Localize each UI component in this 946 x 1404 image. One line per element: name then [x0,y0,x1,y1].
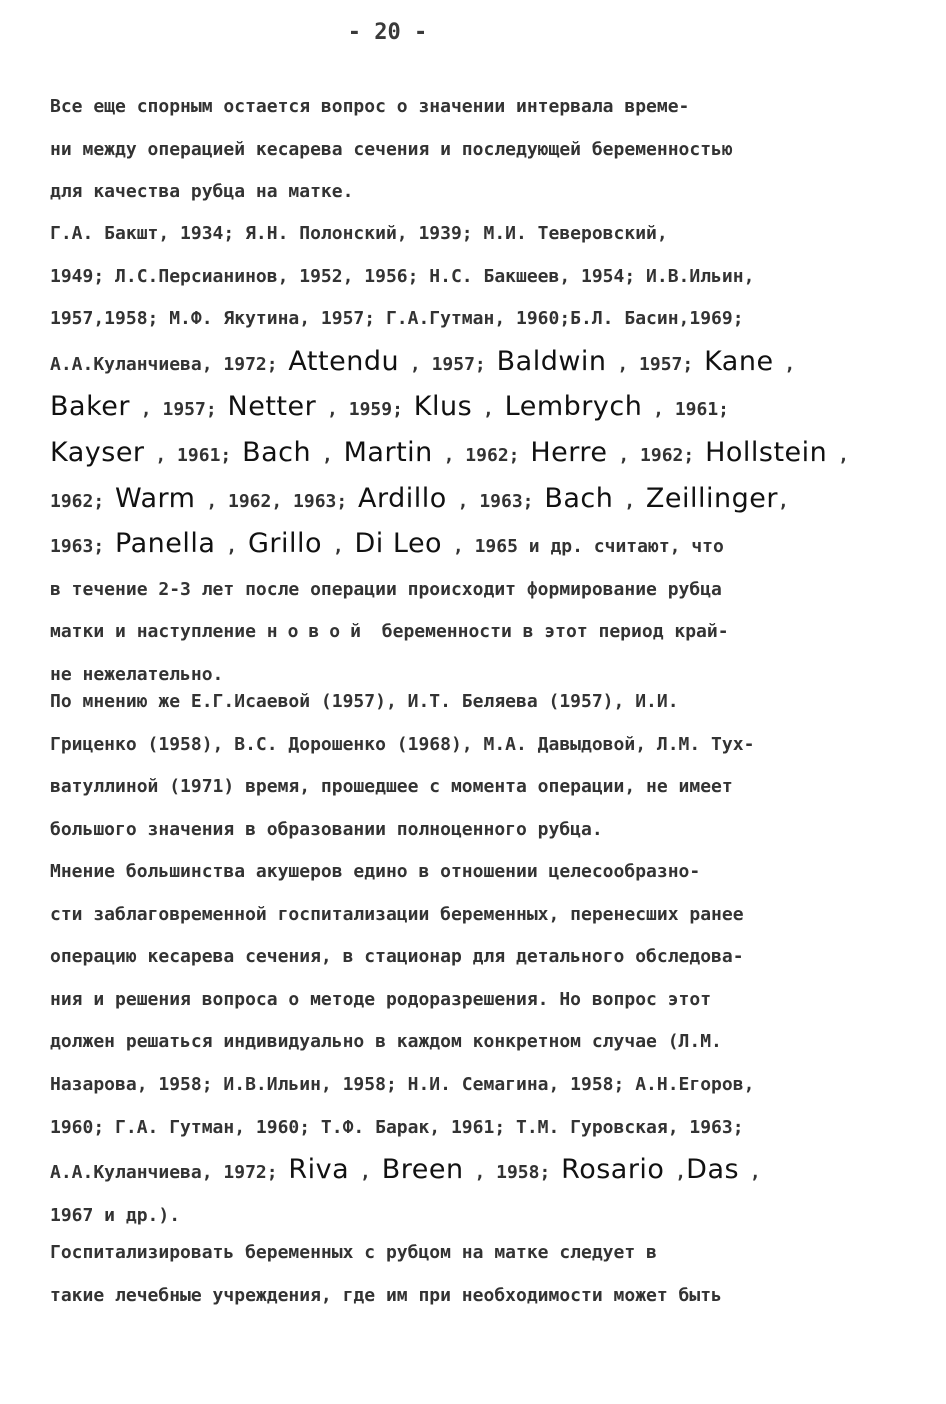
paragraph-3 [50,681,880,851]
spaced-emphasis-word: новой [266,621,371,643]
text-line: 1949; Л.С.Персианинов, 1952, 1956; Н.С. Бакшеев, 1954; И.В.Ильин, [50,265,755,287]
handwritten-author-name: Hollstein [705,436,828,468]
paragraph-5 [50,1232,880,1317]
paragraph-1 [50,86,880,214]
handwritten-author-name: Das [686,1154,740,1186]
handwritten-author-name: Kane [704,345,774,377]
text-line: ния и решения вопроса о методе родоразрешения. Но вопрос этот [50,988,712,1010]
text-line: в течение 2-3 лет после операции происходит формирование рубца [50,578,722,600]
text-line: 1962; Warm , 1962, 1963; Ardillo , 1963; Bach , Zeillinger, [50,482,789,514]
text-line: матки и наступление новой беременности в этот период край- [50,621,729,643]
handwritten-author-name: Panella [115,528,216,560]
page-number: - 20 - [347,20,428,45]
text-line: сти заблаговременной госпитализации беременных, перенесших ранее [50,903,744,925]
text-line: для качества рубца на матке. [50,181,354,203]
handwritten-author-name: Ardillo [358,482,447,514]
text-line: такие лечебные учреждения, где им при необходимости может быть [50,1284,722,1306]
text-line: Г.А. Бакшт, 1934; Я.Н. Полонский, 1939; М.И. Теверовский, [50,223,668,244]
text-line: Все еще спорным остается вопрос о значении интервала време- [50,96,690,117]
text-line: 1963; Panella , Grillo , Di Leo , 1965 и др. считают, что [50,528,724,560]
handwritten-author-name: Zeillinger [645,482,778,514]
paragraph-4 [50,851,880,1237]
text-line: 1957,1958; М.Ф. Якутина, 1957; Г.А.Гутман, 1960;Б.Л. Басин,1969; [50,308,744,330]
handwritten-author-name: Bach [242,436,312,468]
handwritten-author-name: Herre [530,436,608,468]
text-line: 1967 и др.). [50,1204,181,1226]
text-line: Kayser , 1961; Bach , Martin , 1962; Herre , 1962; Hollstein , [50,436,849,468]
handwritten-author-name: Riva [288,1154,350,1186]
text-line: Гриценко (1958), В.С. Дорошенко (1968), М.А. Давыдовой, Л.М. Тух- [50,733,755,755]
text-line: не нежелательно. [50,663,224,685]
handwritten-author-name: Breen [381,1154,464,1186]
handwritten-author-name: Klus [413,391,473,423]
handwritten-author-name: Grillo [247,528,322,560]
paragraph-2 [50,213,880,697]
handwritten-author-name: Di Leo [354,528,443,560]
text-line: Baker , 1957; Netter , 1959; Klus , Lembrych , 1961; [50,391,730,423]
handwritten-author-name: Baldwin [496,345,607,377]
handwritten-author-name: Bach [544,482,614,514]
handwritten-author-name: Attendu [288,345,400,377]
text-line: операцию кесарева сечения, в стационар для детального обследова- [50,946,744,968]
text-line: Госпитализировать беременных с рубцом на матке следует в [50,1242,657,1263]
handwritten-author-name: Kayser [50,436,145,468]
handwritten-author-name: Netter [227,391,317,423]
text-line: 1960; Г.А. Гутман, 1960; Т.Ф. Барак, 1961; Т.М. Гуровская, 1963; [50,1116,744,1138]
text-line: Назарова, 1958; И.В.Ильин, 1958; Н.И. Семагина, 1958; А.Н.Егоров, [50,1073,755,1095]
text-line: должен решаться индивидуально в каждом конкретном случае (Л.М. [50,1031,722,1053]
handwritten-author-name: Lembrych [504,391,643,423]
text-line: Мнение большинства акушеров едино в отношении целесообразно- [50,861,701,882]
text-line: ватуллиной (1971) время, прошедшее с момента операции, не имеет [50,776,733,798]
handwritten-author-name: Warm [115,482,196,514]
text-line: большого значения в образовании полноценного рубца. [50,818,603,840]
text-line: А.А.Куланчиева, 1972; Attendu , 1957; Baldwin , 1957; Kane , [50,345,796,377]
text-line: По мнению же Е.Г.Исаевой (1957), И.Т. Беляева (1957), И.И. [50,691,679,712]
text-line: А.А.Куланчиева, 1972; Riva , Breen , 1958; Rosario ,Das , [50,1154,761,1186]
handwritten-author-name: Martin [343,436,433,468]
handwritten-author-name: Baker [50,391,130,423]
handwritten-author-name: Rosario [561,1154,665,1186]
text-line: ни между операцией кесарева сечения и последующей беременностью [50,138,733,160]
